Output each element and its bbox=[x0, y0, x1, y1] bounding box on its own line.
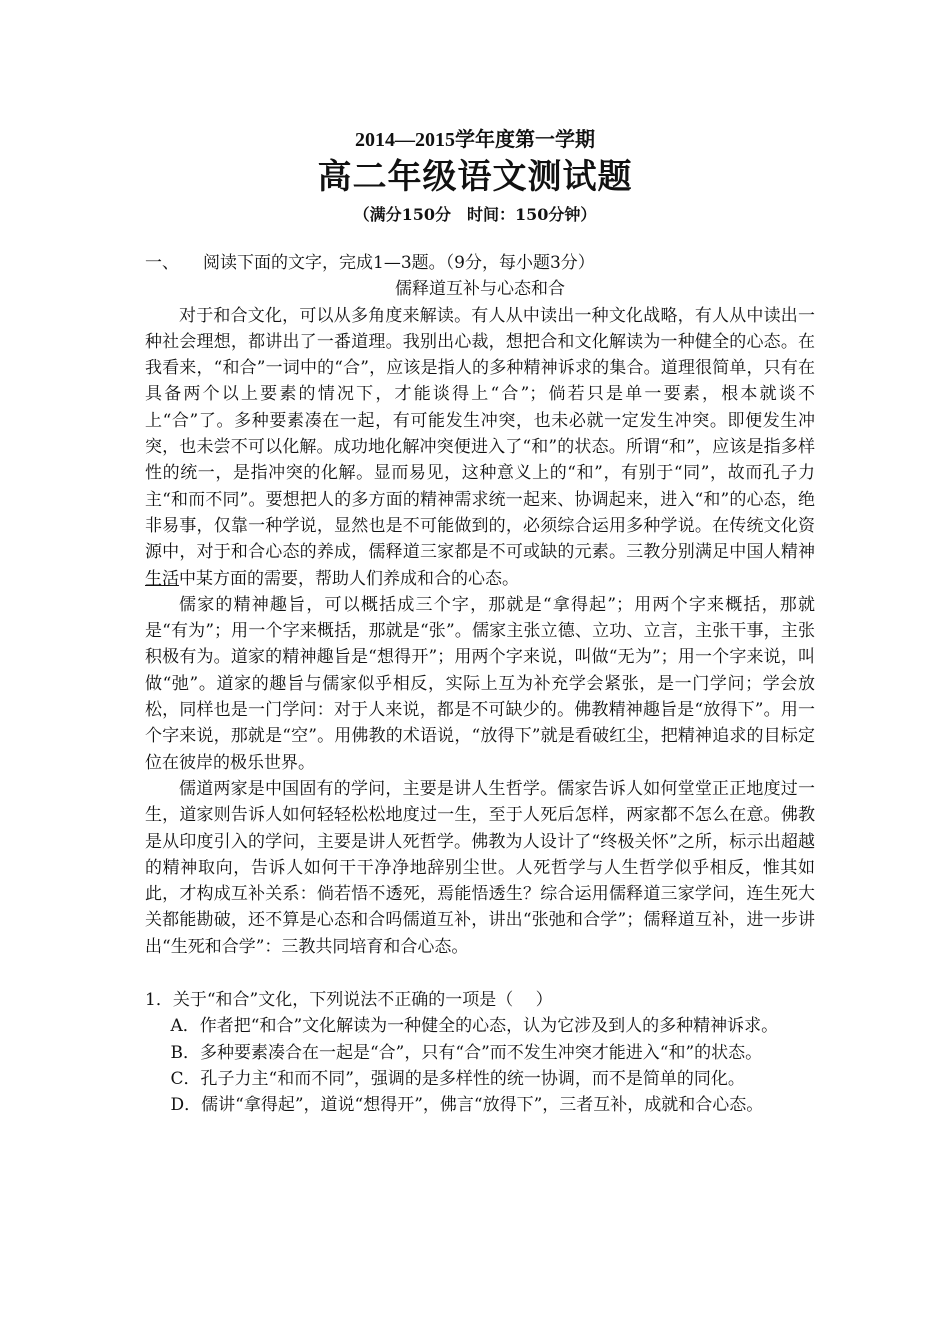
question-1-option-a: A．作者把“和合”文化解读为一种健全的心态，认为它涉及到人的多种精神诉求。 bbox=[170, 1016, 779, 1037]
section-instruction: 阅读下面的文字，完成1—3题。（9分，每小题3分） bbox=[203, 253, 595, 273]
underlined-word: 生活 bbox=[145, 568, 179, 589]
exam-info: （满分150分 时间：150分钟） bbox=[353, 205, 597, 224]
passage-paragraph-3: 儒道两家是中国固有的学问，主要是讲人生哲学。儒家告诉人如何堂堂正正地度过一生，道家则告诉人如何轻轻松松地度过一生，至于人死后怎样，两家都不怎么在意。佛教是从印度引入的学问，主要是讲人死哲学。佛教为人设计了“终极关怀”之所，标示出超越的精神取向，告诉人如何干干净净地辞别尘世。人死哲学与人生哲学似乎相反，惟其如此，才构成互补关系：倘若悟不透死，焉能悟透生？综合运用儒释道三家学问，连生死大关都能勘破，还不算是心态和合吗儒道互补，讲出“张弛和合学”；儒释道互补，进一步讲出“生死和合学”：三教共同培育和合心态。 bbox=[145, 778, 815, 957]
question-1-option-d: D．儒讲“拿得起”，道说“想得开”，佛言“放得下”，三者互补，成就和合心态。 bbox=[170, 1095, 764, 1116]
spacer bbox=[145, 960, 815, 987]
section-heading bbox=[145, 250, 815, 276]
paragraph-1-text-b: 中某方面的需要，帮助人们养成和合的心态。 bbox=[179, 568, 519, 589]
paragraph-1-text-a: 对于和合文化，可以从多角度来解读。有人从中读出一种文化战略，有人从中读出一种社会理想，都讲出了一番道理。我别出心裁，想把合和文化解读为一种健全的心态。在我看来，“和合”一词中的“合”，应该是指人的多种精神诉求的集合。道理很简单，只有在具备两个以上要素的情况下，才能谈得上“合”；倘若只是单一要素，根本就谈不上“合”了。多种要素凑在一起，有可能发生冲突，也未必就一定发生冲突。即便发生冲突，也未尝不可以化解。成功地化解冲突便进入了“和”的状态。所谓“和”，应该是指多样性的统一，是指冲突的化解。显而易见，这种意义上的“和”，有别于“同”，故而孔子力主“和而不同”。要想把人的多方面的精神需求统一起来、协调起来，进入“和”的心态，绝非易事，仅靠一种学说，显然也是不可能做到的，必须综合运用多种学说。在传统文化资源中，对于和合心态的养成，儒释道三家都是不可或缺的元素。三教分别满足中国人精神 bbox=[145, 305, 815, 563]
exam-title: 高二年级语文测试题 bbox=[317, 157, 633, 197]
term-heading: 2014—2015学年度第一学期 bbox=[355, 129, 595, 151]
question-1-option-b: B．多种要素凑合在一起是“合”，只有“合”而不发生冲突才能进入“和”的状态。 bbox=[170, 1042, 763, 1063]
passage-paragraph-1 bbox=[145, 303, 815, 592]
section-number: 一、 bbox=[145, 253, 179, 273]
question-1-option-c: C．孔子力主“和而不同”，强调的是多样性的统一协调，而不是简单的同化。 bbox=[170, 1068, 745, 1089]
exam-body bbox=[145, 250, 815, 1119]
question-1-stem: 1．关于“和合”文化，下列说法不正确的一项是（ ） bbox=[145, 990, 553, 1011]
passage-paragraph-2: 儒家的精神趣旨，可以概括成三个字，那就是“拿得起”；用两个字来概括，那就是“有为”；用一个字来概括，那就是“张”。儒家主张立德、立功、立言，主张干事，主张积极有为。道家的精神趣旨是“想得开”；用两个字来说，叫做“无为”；用一个字来说，叫做“弛”。道家的趣旨与儒家似乎相反，实际上互为补充学会紧张，是一门学问；学会放松，同样也是一门学问：对于人来说，都是不可缺少的。佛教精神趣旨是“放得下”。用一个字来说，那就是“空”。用佛教的术语说，“放得下”就是看破红尘，把精神追求的目标定位在彼岸的极乐世界。 bbox=[145, 594, 815, 773]
passage-title: 儒释道互补与心态和合 bbox=[395, 279, 565, 300]
